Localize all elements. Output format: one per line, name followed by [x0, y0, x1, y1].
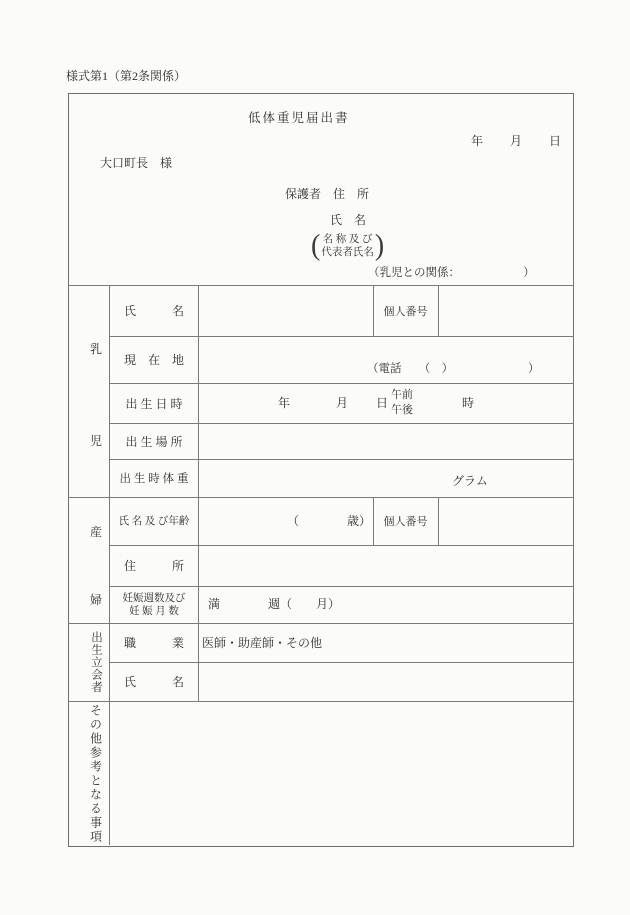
org-paren-open: ( — [311, 229, 321, 262]
attendant-name-label: 氏 名 — [123, 675, 184, 689]
org-name-lines — [320, 233, 375, 259]
pm-label: 午後 — [391, 404, 413, 416]
divider — [198, 285, 199, 701]
gestation-label — [110, 587, 198, 622]
divider — [438, 497, 439, 545]
mother-group-label-bottom: 婦 — [89, 592, 102, 607]
gestation-label-line1: 妊娠週数及び — [122, 592, 186, 604]
birth-year-label: 年 — [278, 396, 291, 410]
gestation-label-line2: 妊 娠 月 数 — [129, 605, 179, 617]
infant-weight-label: 出 生 時 体 重 — [119, 473, 189, 485]
form-number: 様式第1（第2条関係） — [66, 69, 187, 83]
mother-age-note: （ 歳） — [287, 514, 372, 528]
organization-name-block — [311, 229, 385, 262]
gestation-note: 満 週（ 月） — [208, 597, 341, 611]
date-year-label: 年 — [471, 134, 484, 148]
infant-name-label: 氏 名 — [123, 304, 184, 318]
birth-day-label: 日 — [376, 396, 389, 410]
infant-phone-note: （電話 （ ） ） — [367, 363, 540, 375]
infant-group-label-top: 乳 — [89, 341, 102, 356]
birth-ampm-stack — [391, 388, 413, 418]
attendant-occupation-label: 職 業 — [123, 636, 184, 650]
addressee: 大口町長 様 — [100, 156, 173, 170]
divider — [438, 285, 439, 336]
form-title: 低体重児届出書 — [248, 111, 350, 125]
infant-birth-datetime-label: 出 生 日 時 — [125, 396, 183, 411]
infant-group-label-bottom: 児 — [89, 433, 102, 448]
infant-address-label: 現 在 地 — [123, 353, 184, 367]
date-line — [471, 132, 561, 149]
remarks-group-label: その他参考となる事項 — [88, 703, 103, 844]
org-name-line1: 名 称 及 び — [322, 234, 373, 245]
date-day-label: 日 — [548, 134, 561, 148]
guardian-address-line: 保護者 住 所 — [285, 187, 370, 201]
mother-group-label-top: 産 — [89, 524, 102, 539]
date-month-label: 月 — [509, 134, 522, 148]
relation-note: （乳児との関係： ） — [368, 267, 535, 279]
mother-personal-number-label: 個人番号 — [383, 516, 428, 528]
infant-birthplace-label: 出 生 場 所 — [125, 434, 183, 449]
weight-unit-label: グラム — [452, 474, 488, 488]
divider — [68, 701, 574, 702]
infant-personal-number-label: 個人番号 — [383, 305, 428, 318]
org-paren-close: ) — [374, 229, 385, 262]
birth-month-label: 月 — [336, 396, 349, 410]
attendant-occupation-value: 医師・助産師・その他 — [202, 636, 323, 650]
mother-address-label: 住 所 — [123, 559, 184, 573]
org-name-line2: 代表者氏名 — [321, 247, 374, 258]
guardian-name-line: 氏 名 — [330, 213, 367, 227]
birth-hour-label: 時 — [462, 396, 475, 410]
attendant-group-label: 出生立会者 — [90, 630, 102, 694]
am-label: 午前 — [391, 389, 413, 401]
mother-name-age-label: 氏 名 及 び年齢 — [118, 515, 190, 527]
